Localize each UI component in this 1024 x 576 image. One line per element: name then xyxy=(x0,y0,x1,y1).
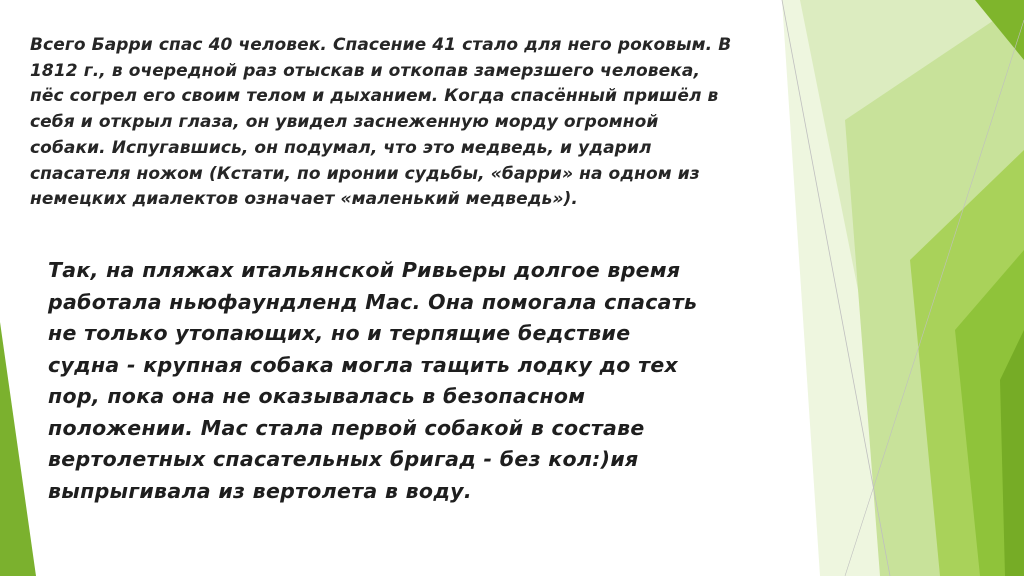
paragraph-newfoundland-mas: Так, на пляжах итальянской Ривьеры долгое время работала ньюфаундленд Мас. Она помогала спасать не только утопающих, но и терпящие бедствие судна - крупная собака могла тащить лодку до тех пор, пока она не оказывалась в безопасном положении. Мас стала первой собакой в составе вертолетных спасательных бригад - без кол:)ия выпрыгивала из вертолета в воду. xyxy=(48,258,698,503)
paragraph-barry: Всего Барри спас 40 человек. Спасение 41 стало для него роковым. В 1812 г., в очередной раз отыскав и откопав замерзшего человека, пёс согрел его своим телом и дыханием. Когда спасённый пришёл в себя и открыл глаза, он увидел заснеженную морду огромной собаки. Испугавшись, он подумал, что это медведь, и ударил спасателя ножом (Кстати, по иронии судьбы, «барри» на одном из немецких диалектов означает «маленький медведь»). xyxy=(30,35,732,210)
left-green-triangle xyxy=(0,322,36,576)
